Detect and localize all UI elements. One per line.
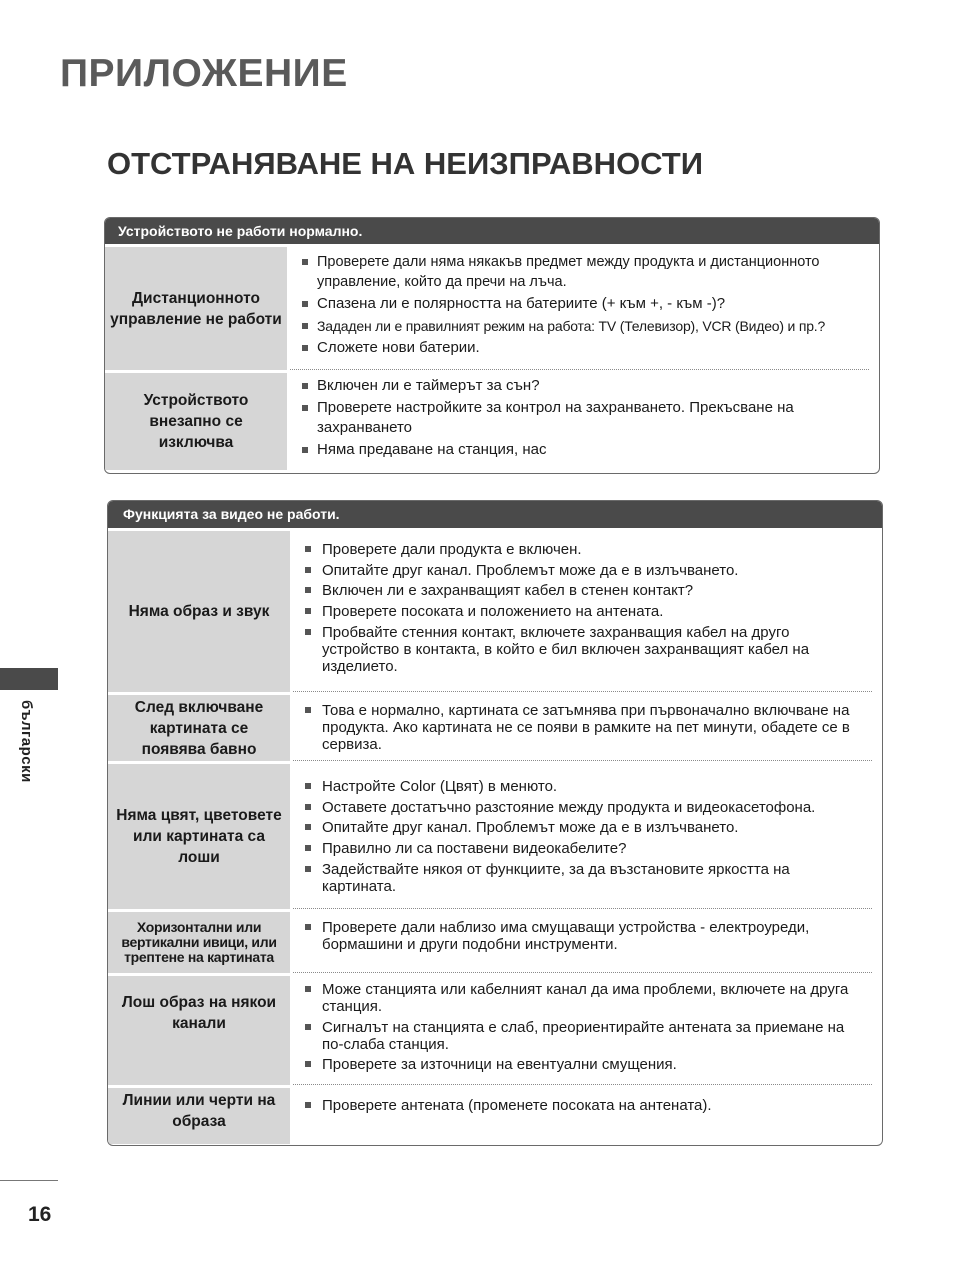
list-item: Няма предаване на станция, нас — [300, 440, 857, 460]
list-item: Проверете настройките за контрол на захранването. Прекъсване на захранването — [300, 398, 857, 438]
row-label: Устройството внезапно се изключва — [105, 373, 287, 470]
page-title: ПРИЛОЖЕНИЕ — [60, 52, 348, 95]
table-row — [108, 761, 882, 909]
row-content — [293, 528, 872, 692]
list-item: Проверете за източници на евентуални смущения. — [303, 1056, 860, 1073]
row-content — [290, 370, 869, 470]
footer-divider — [0, 1180, 58, 1181]
row-content — [293, 761, 872, 909]
row-content — [293, 1085, 872, 1141]
list-item: Проверете антената (променете посоката на антената). — [303, 1097, 860, 1114]
list-item: Сигналът на станцията е слаб, преориентирайте антената за приемане на по-слаба станция. — [303, 1019, 860, 1053]
list-item: Оставете достатъчно разстояние между продукта и видеокасетофона. — [303, 799, 860, 816]
list-item: Проверете посоката и положението на антената. — [303, 603, 860, 620]
row-content — [290, 244, 869, 370]
table-row — [105, 244, 879, 370]
section-title: ОТСТРАНЯВАНЕ НА НЕИЗПРАВНОСТИ — [107, 146, 704, 181]
troubleshooting-table-video — [107, 500, 883, 1146]
troubleshooting-table-device — [104, 217, 880, 474]
table-row — [108, 692, 882, 761]
list-item: Правилно ли са поставени видеокабелите? — [303, 840, 860, 857]
row-content — [293, 692, 872, 761]
table-row — [108, 1085, 882, 1141]
row-label: Дистанционното управление не работи — [105, 247, 287, 370]
row-label: След включване картината се появява бавно — [108, 695, 290, 761]
row-label: Няма цвят, цветовете или картината са лоши — [108, 764, 290, 909]
list-item: Проверете дали продукта е включен. — [303, 541, 860, 558]
list-item: Зададен ли е правилният режим на работа: TV (Телевизор), VCR (Видео) и пр.? — [300, 316, 857, 336]
row-label: Линии или черти на образа — [108, 1088, 290, 1144]
list-item: Пробвайте стенния контакт, включете захранващия кабел на друго устройство в контакта, в който е бил включен захранващият кабел на изделието. — [303, 624, 860, 675]
row-content — [293, 909, 872, 973]
page-number: 16 — [28, 1203, 52, 1226]
list-item: Включен ли е таймерът за сън? — [300, 376, 857, 396]
language-label: български — [18, 700, 35, 783]
row-label: Няма образ и звук — [108, 531, 290, 692]
list-item: Проверете дали няма някакъв предмет между продукта и дистанционното управление, който да пречи на лъча. — [300, 252, 857, 292]
list-item: Може станцията или кабелният канал да има проблеми, включете на друга станция. — [303, 981, 860, 1015]
table-row — [108, 909, 882, 973]
list-item: Това е нормално, картината се затъмнява при първоначално включване на продукта. Ако картината не се появи в рамките на пет минути, обадете се в сервиза. — [303, 702, 860, 753]
table-row — [108, 528, 882, 692]
list-item: Опитайте друг канал. Проблемът може да е в излъчването. — [303, 819, 860, 836]
list-item: Проверете дали наблизо има смущаващи устройства - електроуреди, бормашини и други подобни инструменти. — [303, 919, 860, 953]
table-row — [105, 370, 879, 470]
row-content — [293, 973, 872, 1085]
row-label: Хоризонтални или вертикални ивици, или трептене на картината — [108, 912, 290, 973]
list-item: Спазена ли е полярността на батериите (+ към +, - към -)? — [300, 294, 857, 314]
list-item: Задействайте някоя от функциите, за да възстановите яркостта на картината. — [303, 861, 860, 895]
list-item: Сложете нови батерии. — [300, 338, 857, 358]
table-row — [108, 973, 882, 1085]
table-header: Устройството не работи нормално. — [105, 218, 879, 244]
list-item: Включен ли е захранващият кабел в стенен контакт? — [303, 582, 860, 599]
list-item: Настройте Color (Цвят) в менюто. — [303, 778, 860, 795]
list-item: Опитайте друг канал. Проблемът може да е в излъчването. — [303, 562, 860, 579]
row-label: Лош образ на някои канали — [108, 976, 290, 1085]
table-header: Функцията за видео не работи. — [108, 501, 882, 528]
language-tab-marker — [0, 668, 58, 690]
